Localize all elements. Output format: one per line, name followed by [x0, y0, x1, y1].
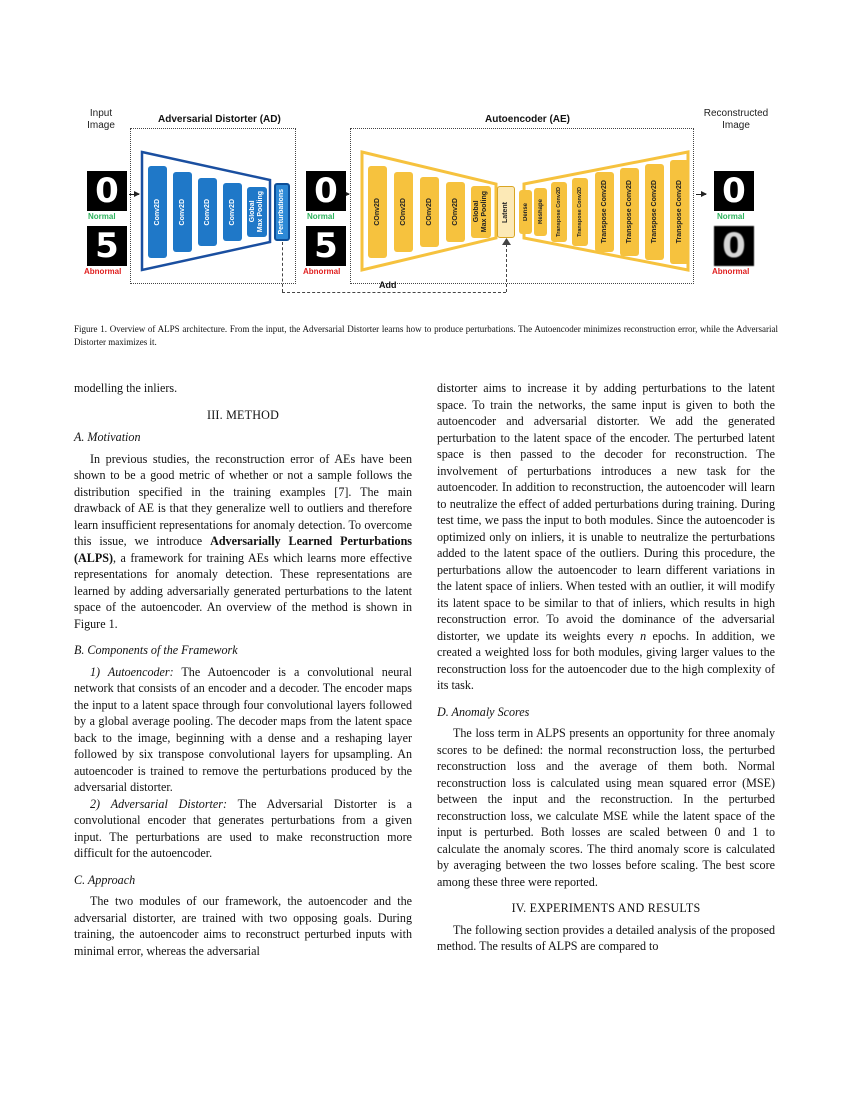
- output-digit-abnormal: 0: [714, 226, 754, 266]
- subsection-anomaly-scores: D. Anomaly Scores: [437, 704, 530, 719]
- subsection-approach: C. Approach: [74, 872, 136, 887]
- ad-layer-conv-3: Conv2D: [198, 178, 217, 246]
- ae-encoder-conv-2: COnv2D: [394, 172, 413, 252]
- intro-line: modelling the inliers.: [74, 381, 178, 395]
- subsection-components: B. Components of the Framework: [74, 643, 238, 657]
- input-normal-tag: Normal: [88, 212, 116, 221]
- add-label: Add: [379, 280, 397, 290]
- ae-decoder-tconv-1: Transpose Conv2D: [551, 182, 567, 242]
- ae-decoder-tconv-3: Transpose Conv2D: [595, 172, 614, 252]
- ad-layer-global-pool: Global Max Pooling: [247, 187, 267, 237]
- ae-decoder-reshape: Reshape: [534, 188, 547, 236]
- mid-normal-tag: Normal: [307, 212, 335, 221]
- mid-digit-normal: 0: [306, 171, 346, 211]
- input-digit-abnormal: 5: [87, 226, 127, 266]
- arrow-ae-to-output: [696, 194, 706, 195]
- add-line-up: [506, 244, 507, 292]
- latent-block: Latent: [497, 186, 515, 238]
- add-arrow-head: [502, 238, 511, 245]
- right-column: [437, 380, 775, 955]
- output-abnormal-tag: Abnormal: [712, 267, 750, 276]
- ae-encoder-global-pool: Global Max Pooling: [471, 186, 491, 238]
- left-column: [74, 380, 412, 959]
- distorter-paragraph: 2) Adversarial Distorter: The Adversarial Distorter is a convolutional encoder that generates perturbations from a given input. The perturbations are used to make reconstruction more difficult for the autoencoder.: [74, 796, 412, 860]
- subsection-motivation: A. Motivation: [74, 430, 141, 444]
- motivation-paragraph: In previous studies, the reconstruction error of AEs have been shown to be a good metric of whether or not a sample follows the distribution specified in the training examples [7]. The main drawback of AE is that they generalize well to outliers and therefore learn insufficient representations for anomaly detection. To overcome this issue, we introduce Adversarially Learned Perturbations (ALPS), a framework for training AEs which learns more effective representations for anomaly detection. These representations are learned by adding adversarially generated perturbations to the latent space of the autoencoder. An overview of the method is shown in Figure 1.: [74, 451, 412, 631]
- output-digit-normal: 0: [714, 171, 754, 211]
- ad-layer-conv-2: Conv2D: [173, 172, 192, 252]
- ae-decoder-dense: Dense: [519, 190, 532, 234]
- input-abnormal-tag: Abnormal: [84, 267, 122, 276]
- add-line-down: [282, 242, 283, 292]
- section-experiments-heading: IV. EXPERIMENTS AND RESULTS: [511, 901, 701, 915]
- ae-encoder-conv-3: COnv2D: [420, 177, 439, 247]
- alps-term: Adversarially Learned Perturbations (ALPS): [74, 534, 412, 565]
- input-digit-normal: 0: [87, 171, 127, 211]
- reconstructed-image-label: Reconstructed Image: [703, 108, 769, 131]
- ae-decoder-tconv-6: Transpose Conv2D: [670, 160, 689, 264]
- add-line-across: [282, 292, 506, 293]
- ae-encoder-conv-1: COnv2D: [368, 166, 387, 258]
- ae-encoder-conv-4: COnv2D: [446, 182, 465, 242]
- approach-paragraph-start: The two modules of our framework, the autoencoder and the adversarial distorter, are trained with two opposing goals. During training, the autoencoder aims to reconstruct perturbed inputs with minimal error, whereas the adversarial: [74, 894, 412, 958]
- ae-decoder-tconv-4: Transpose Conv2D: [620, 168, 639, 256]
- architecture-figure: [74, 104, 780, 306]
- ae-title: Autoencoder (AE): [485, 114, 570, 125]
- output-normal-tag: Normal: [717, 212, 745, 221]
- section-method-heading: III. METHOD: [206, 407, 280, 422]
- approach-paragraph-cont: distorter aims to increase it by adding perturbations to the latent space. To train the networks, the same input is given to both the autoencoder and adversarial distorter. We add the generated perturbation to the latent space of the encoder. The perturbed latent space is then passed to the decoder for reconstruction. The involvement of perturbations introduces a new task for the autoencoder. In addition to reconstruction, the autoencoder will learn to neutralize the effect of added perturbations during training. During test time, we pass the input to both modules. Since the autoencoder is optimized only on inliers, it is unable to neutralize the perturbations added to the latent space of the outliers. During this procedure, the perturbations allow the autoencoder to learn different variations in the latent space of inliers. When tested with an outlier, it will modify its latent space to be similar to that of inliers, which results in high reconstruction error. To avoid the dominance of the adversarial distorter, we update its weights every n epochs. In addition, we created a weighted loss for both modules, giving larger values to the reconstruction loss for the autoencoder due to the high complexity of its task.: [437, 381, 775, 692]
- arrow-input-to-ad: [129, 194, 139, 195]
- perturbations-block: Perturbations: [274, 183, 290, 241]
- ad-layer-conv-1: Conv2D: [148, 166, 167, 258]
- mid-abnormal-tag: Abnormal: [303, 267, 341, 276]
- anomaly-scores-paragraph: The loss term in ALPS presents an opportunity for three anomaly scores to be defined: the normal reconstruction loss, the perturbed reconstruction loss and the average of them both. Normal reconstruction loss is calculated using mean squared error (MSE) between the input and the reconstruction. In the perturbed reconstruction loss, we calculate MSE while the latent space of the input is perturbed. Both losses are scaled between 0 and 1 to calculate the anomaly scores. The third anomaly score is calculated by averaging between the two losses before scaling. The best score among these three were reported.: [437, 726, 775, 889]
- experiments-paragraph: The following section provides a detailed analysis of the proposed method. The results of ALPS are compared to: [437, 922, 775, 953]
- autoencoder-paragraph: 1) Autoencoder: The Autoencoder is a convolutional neural network that consists of an encoder and a decoder. The encoder maps the input to a latent space through four convolutional layers followed by a global average pooling. The decoder maps from the latent space back to the image, beginning with a dense and a reshaping layer followed by six transpose convolutional layers for upsampling. An autoencoder is trained to remove the perturbations produced by the adversarial distorter.: [74, 664, 413, 794]
- ad-layer-conv-4: Conv2D: [223, 183, 242, 241]
- ad-title: Adversarial Distorter (AD): [158, 114, 281, 125]
- mid-digit-abnormal: 5: [306, 226, 346, 266]
- ae-decoder-tconv-2: Transpose Conv2D: [572, 178, 588, 246]
- ae-decoder-tconv-5: Transpose Conv2D: [645, 164, 664, 260]
- input-image-label: Input Image: [87, 108, 115, 131]
- figure-caption: Figure 1. Overview of ALPS architecture. From the input, the Adversarial Distorter learns how to produce perturbations. The Autoencoder minimizes reconstruction error, while the Adversarial Distorter maximizes it.: [74, 324, 778, 347]
